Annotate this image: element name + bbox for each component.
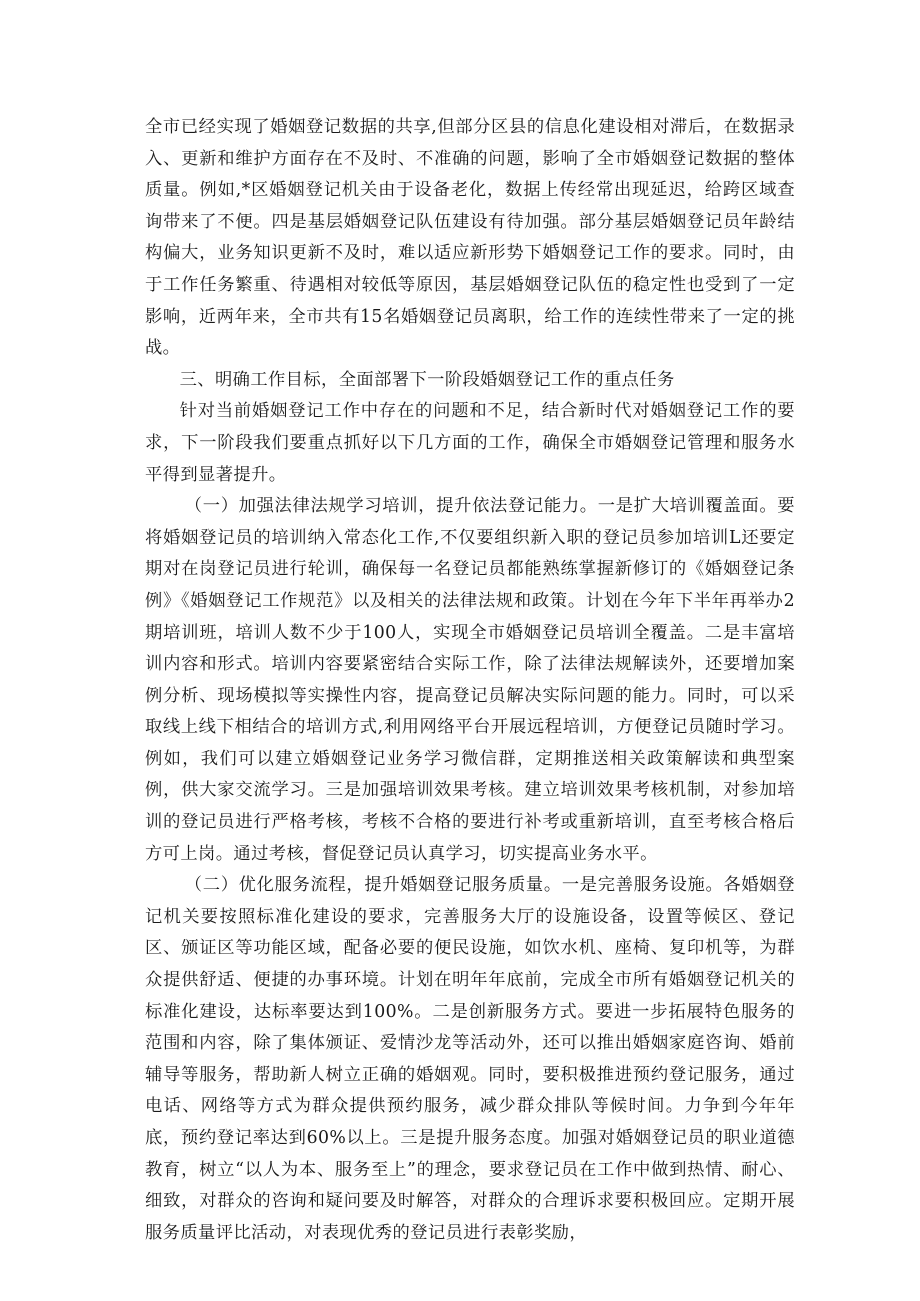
paragraph-data-quality-and-staffing: 全市已经实现了婚姻登记数据的共享,但部分区县的信息化建设相对滞后，在数据录入、更新和维护方面存在不及时、不准确的问题，影响了全市婚姻登记数据的整体质量。例如,*区婚姻登记机关由于设备老化，数据上传经常出现延迟，给跨区域查询带来了不便。四是基层婚姻登记队伍建设有待加强。部分基层婚姻登记员年龄结构偏大，业务知识更新不及时，难以适应新形势下婚姻登记工作的要求。同时，由于工作任务繁重、待遇相对较低等原因，基层婚姻登记队伍的稳定性也受到了一定影响，近两年来，全市共有15名婚姻登记员离职，给工作的连续性带来了一定的挑战。 — [145, 117, 795, 359]
paragraph-next-stage-intro: 针对当前婚姻登记工作中存在的问题和不足，结合新时代对婚姻登记工作的要求，下一阶段我们要重点抓好以下几方面的工作，确保全市婚姻登记管理和服务水平得到显著提升。 — [145, 401, 795, 485]
paragraph-service-optimization: （二）优化服务流程，提升婚姻登记服务质量。一是完善服务设施。各婚姻登记机关要按照标准化建设的要求，完善服务大厅的设施设备，设置等候区、登记区、颁证区等功能区域，配备必要的便民设施，如饮水机、座椅、复印机等，为群众提供舒适、便捷的办事环境。计划在明年年底前，完成全市所有婚姻登记机关的标准化建设，达标率要达到100%。二是创新服务方式。要进一步拓展特色服务的范围和内容，除了集体颁证、爱情沙龙等活动外，还可以推出婚姻家庭咨询、婚前辅导等服务，帮助新人树立正确的婚姻观。同时，要积极推进预约登记服务，通过电话、网络等方式为群众提供预约服务，减少群众排队等候时间。力争到今年年底，预约登记率达到60%以上。三是提升服务态度。加强对婚姻登记员的职业道德教育，树立“以人为本、服务至上”的理念，要求登记员在工作中做到热情、耐心、细致，对群众的咨询和疑问要及时解答，对群众的合理诉求要积极回应。定期开展服务质量评比活动，对表现优秀的登记员进行表彰奖励， — [145, 875, 795, 1243]
document-body — [145, 112, 795, 1249]
section-heading-work-goals: 三、明确工作目标，全面部署下一阶段婚姻登记工作的重点任务 — [179, 369, 675, 390]
paragraph-legal-training: （一）加强法律法规学习培训，提升依法登记能力。一是扩大培训覆盖面。要将婚姻登记员的培训纳入常态化工作,不仅要组织新入职的登记员参加培训L还要定期对在岗登记员进行轮训，确保每一名登记员都能熟练掌握新修订的《婚姻登记条例》《婚姻登记工作规范》以及相关的法律法规和政策。计划在今年下半年再举办2期培训班，培训人数不少于100人，实现全市婚姻登记员培训全覆盖。二是丰富培训内容和形式。培训内容要紧密结合实际工作，除了法律法规解读外，还要增加案例分析、现场模拟等实操性内容，提高登记员解决实际问题的能力。同时，可以采取线上线下相结合的培训方式,利用网络平台开展远程培训，方便登记员随时学习。例如，我们可以建立婚姻登记业务学习微信群，定期推送相关政策解读和典型案例，供大家交流学习。三是加强培训效果考核。建立培训效果考核机制，对参加培训的登记员进行严格考核，考核不合格的要进行补考或重新培训，直至考核合格后方可上岗。通过考核，督促登记员认真学习，切实提高业务水平。 — [145, 496, 795, 864]
